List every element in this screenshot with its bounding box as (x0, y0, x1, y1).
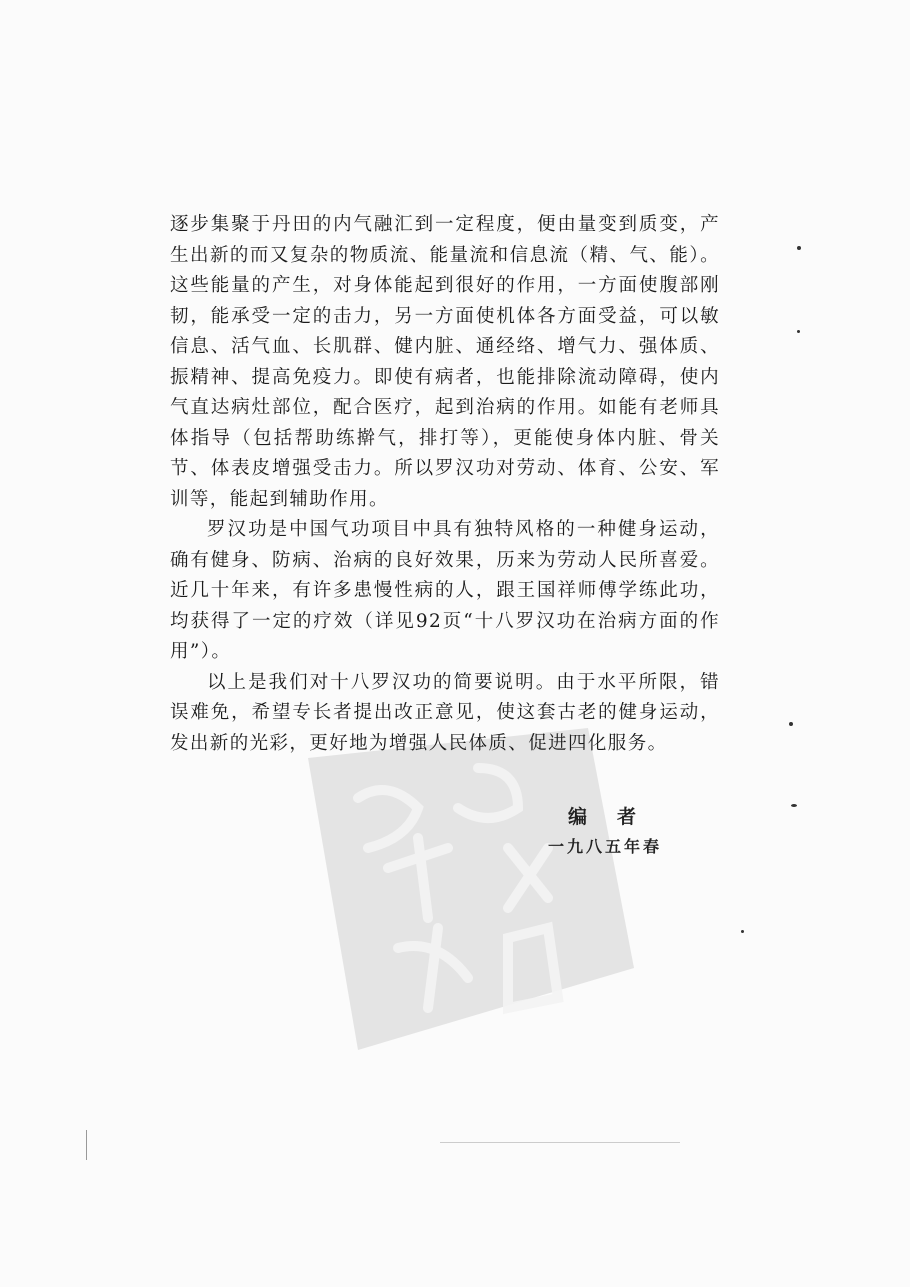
scan-speck (791, 804, 797, 807)
scan-speck (797, 330, 800, 333)
seal-stamp-watermark-icon (288, 728, 634, 1050)
paragraph-continuation: 逐步集聚于丹田的内气融汇到一定程度，便由量变到质变，产生出新的而又复杂的物质流、能量流和信息流（精、气、能）。这些能量的产生，对身体能起到很好的作用，一方面使腹部刚韧，能承受一定的击力，另一方面使机体各方面受益，可以敏信息、活气血、长肌群、健内脏、通经络、增气力、强体质、振精神、提高免疫力。即使有病者，也能排除流动障碍，使内气直达病灶部位，配合医疗，起到治病的作用。如能有老师具体指导（包括帮助练擀气，排打等），更能使身体内脏、骨关节、体表皮增强受击力。所以罗汉功对劳动、体育、公安、军训等，能起到辅助作用。 (170, 214, 720, 510)
scan-speck (741, 930, 744, 933)
scan-speck (797, 246, 801, 250)
scan-bottom-line (440, 1142, 680, 1143)
body-text (170, 210, 720, 759)
scan-edge-line (86, 1130, 87, 1160)
date-line: 一九八五年春 (548, 837, 663, 856)
author-signature: 编者 (568, 806, 667, 828)
paragraph-closing: 以上是我们对十八罗汉功的简要说明。由于水平所限，错误难免，希望专长者提出改正意见，使这套古老的健身运动，发出新的光彩，更好地为增强人民体质、促进四化服务。 (170, 671, 720, 754)
scan-speck (789, 722, 793, 726)
paragraph-luohan-intro: 罗汉功是中国气功项目中具有独特风格的一种健身运动，确有健身、防病、治病的良好效果，历来为劳动人民所喜爱。近几十年来，有许多患慢性病的人，跟王国祥师傅学练此功，均获得了一定的疗效（详见92页“十八罗汉功在治病方面的作用”）。 (170, 519, 720, 662)
